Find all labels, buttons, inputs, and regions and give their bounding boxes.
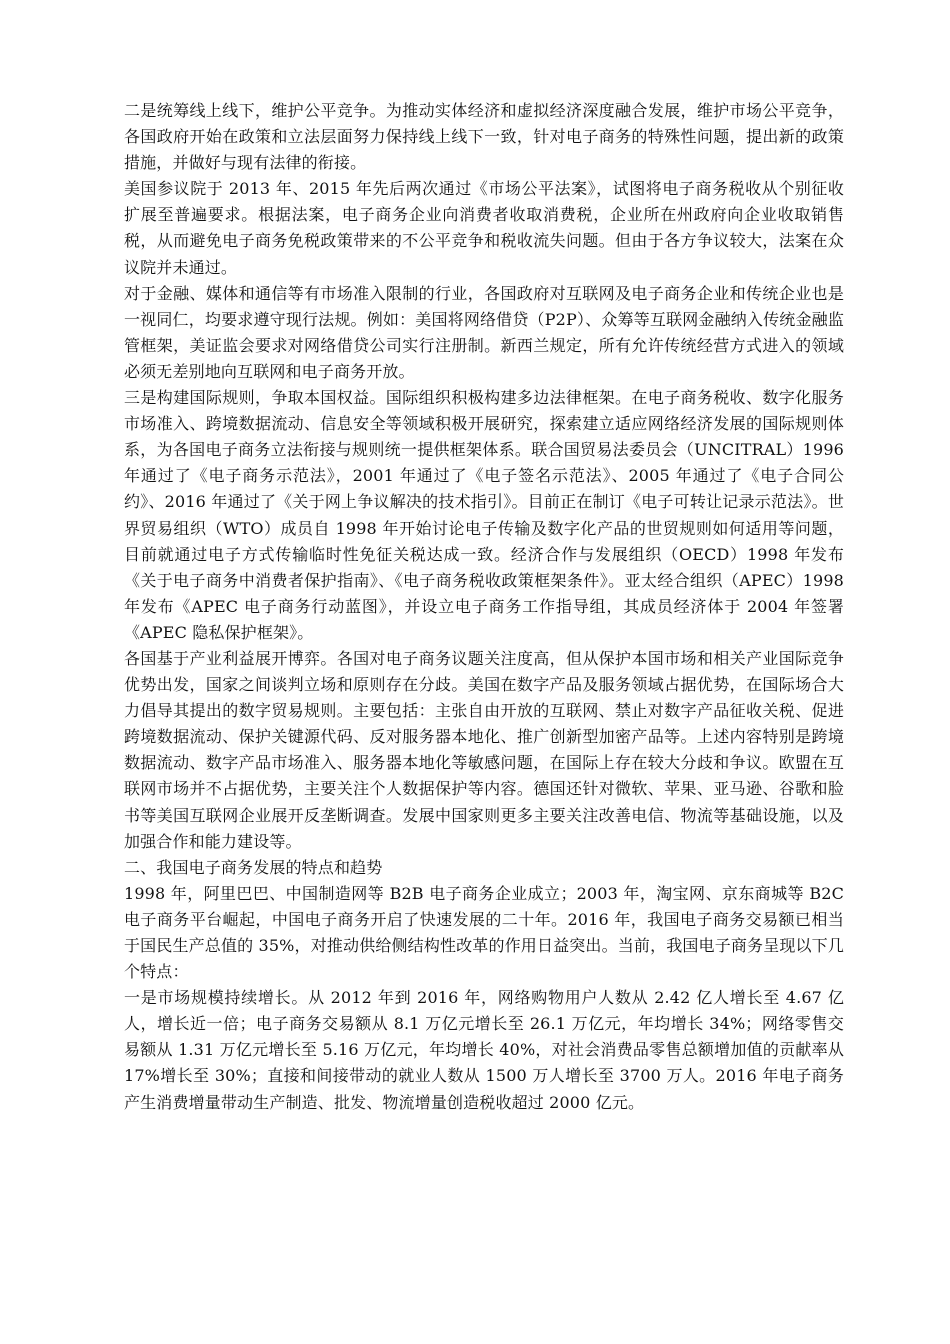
paragraph-market-access: 对于金融、媒体和通信等有市场准入限制的行业，各国政府对互联网及电子商务企业和传统企业也是一视同仁，均要求遵守现行法规。例如：美国将网络借贷（P2P）、众筹等互联网金融纳入传统金融监管框架，美证监会要求对网络借贷公司实行注册制。新西兰规定，所有允许传统经营方式进入的领域必须无差别地向互联网和电子商务开放。 (124, 283, 844, 381)
section-heading: 二、我国电子商务发展的特点和趋势 (124, 857, 383, 877)
document-body (124, 98, 844, 1116)
paragraph-industry-interests: 各国基于产业利益展开博弈。各国对电子商务议题关注度高，但从保护本国市场和相关产业国际竞争优势出发，国家之间谈判立场和原则存在分歧。美国在数字产品及服务领域占据优势，在国际场合大力倡导其提出的数字贸易规则。主要包括：主张自由开放的互联网、禁止对数字产品征收关税、促进跨境数据流动、保护关键源代码、反对服务器本地化、推广创新型加密产品等。上述内容特别是跨境数据流动、数字产品市场准入、服务器本地化等敏感问题，在国际上存在较大分歧和争议。欧盟在互联网市场并不占据优势，主要关注个人数据保护等内容。德国还针对微软、苹果、亚马逊、谷歌和脸书等美国互联网企业展开反垄断调查。发展中国家则更多主要关注改善电信、物流等基础设施，以及加强合作和能力建设等。 (124, 648, 844, 851)
paragraph-market-growth: 一是市场规模持续增长。从 2012 年到 2016 年，网络购物用户人数从 2.42 亿人增长至 4.67 亿人，增长近一倍；电子商务交易额从 8.1 万亿元增长至 26.1 万亿元，年均增长 34%；网络零售交易额从 1.31 万亿元增长至 5.16 万亿元，年均增长 40%，对社会消费品零售总额增加值的贡献率从 17%增长至 30%；直接和间接带动的就业人数从 1500 万人增长至 3700 万人。2016 年电子商务产生消费增量带动生产制造、批发、物流增量创造税收超过 2000 亿元。 (124, 988, 844, 1112)
paragraph-international-rules: 三是构建国际规则，争取本国权益。国际组织积极构建多边法律框架。在电子商务税收、数字化服务市场准入、跨境数据流动、信息安全等领域积极开展研究，探索建立适应网络经济发展的国际规则体系，为各国电子商务立法衔接与规则统一提供框架体系。联合国贸易法委员会（UNCITRAL）1996 年通过了《电子商务示范法》，2001 年通过了《电子签名示范法》、2005 年通过了《电子合同公约》、2016 年通过了《关于网上争议解决的技术指引》。目前正在制订《电子可转让记录示范法》。世界贸易组织（WTO）成员自 1998 年开始讨论电子传输及数字化产品的世贸规则如何适用等问题，目前就通过电子方式传输临时性免征关税达成一致。经济合作与发展组织（OECD）1998 年发布《关于电子商务中消费者保护指南》、《电子商务税收政策框架条件》。亚太经合组织（APEC）1998 年发布《APEC 电子商务行动蓝图》，并设立电子商务工作指导组，其成员经济体于 2004 年签署《APEC 隐私保护框架》。 (124, 388, 844, 642)
paragraph-china-history: 1998 年，阿里巴巴、中国制造网等 B2B 电子商务企业成立；2003 年，淘宝网、京东商城等 B2C 电子商务平台崛起，中国电子商务开启了快速发展的二十年。2016 年，我国电子商务交易额已相当于国民生产总值的 35%，对推动供给侧结构性改革的作用日益突出。当前，我国电子商务呈现以下几个特点： (124, 883, 844, 982)
paragraph-us-senate: 美国参议院于 2013 年、2015 年先后两次通过《市场公平法案》，试图将电子商务税收从个别征收扩展至普遍要求。根据法案，电子商务企业向消费者收取消费税，企业所在州政府向企业收取销售税，从而避免电子商务免税政策带来的不公平竞争和税收流失问题。但由于各方争议较大，法案在众议院并未通过。 (124, 179, 844, 277)
paragraph-online-offline: 二是统筹线上线下，维护公平竞争。为推动实体经济和虚拟经济深度融合发展，维护市场公平竞争，各国政府开始在政策和立法层面努力保持线上线下一致，针对电子商务的特殊性问题，提出新的政策措施，并做好与现有法律的衔接。 (124, 101, 844, 173)
